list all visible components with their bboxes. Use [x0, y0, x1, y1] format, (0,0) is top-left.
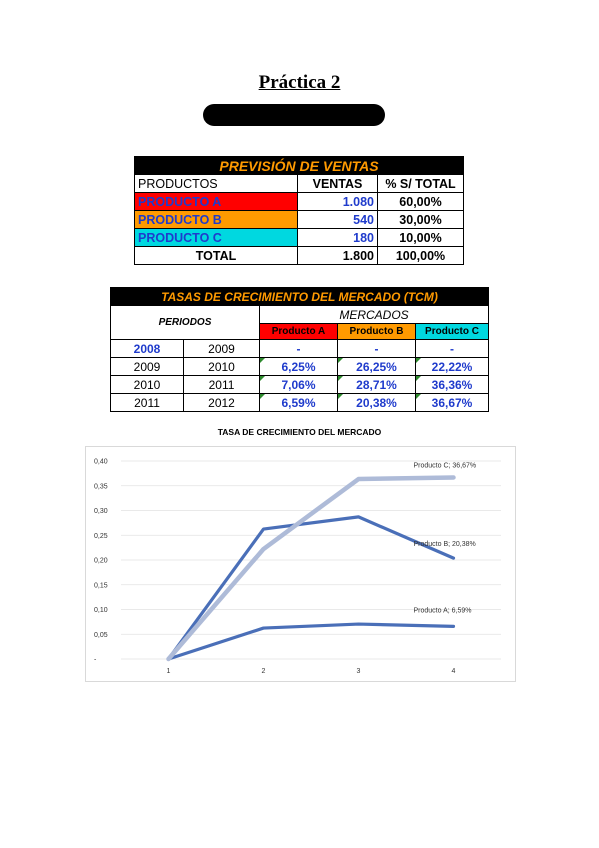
y-tick-label: 0,40: [94, 458, 108, 466]
product-sales: 540: [298, 211, 378, 229]
series-end-label: Producto B; 20,38%: [413, 541, 476, 549]
redacted-name: [203, 104, 385, 126]
markets-label: MERCADOS: [260, 306, 489, 324]
series-end-label: Producto A; 6,59%: [413, 607, 472, 615]
product-pct: 60,00%: [378, 193, 464, 211]
product-name: PRODUCTO C: [135, 229, 298, 247]
y-tick-label: 0,35: [94, 483, 108, 491]
period-to: 2012: [184, 394, 260, 412]
rate-a: 7,06%: [260, 376, 338, 394]
period-from: 2010: [111, 376, 184, 394]
growth-chart: [85, 446, 516, 682]
rate-b: 28,71%: [338, 376, 416, 394]
forecast-row: [135, 211, 464, 229]
y-tick-label: 0,05: [94, 631, 108, 639]
rate-c: -: [416, 340, 489, 358]
product-c-head: Producto C: [416, 324, 489, 340]
period-to: 2010: [184, 358, 260, 376]
rate-b: 26,25%: [338, 358, 416, 376]
growth-header: TASAS DE CRECIMIENTO DEL MERCADO (TCM): [111, 288, 489, 306]
growth-row: [111, 394, 489, 412]
forecast-header: PREVISIÓN DE VENTAS: [135, 157, 464, 175]
y-tick-label: 0,15: [94, 582, 108, 590]
total-label: TOTAL: [135, 247, 298, 265]
period-from: 2008: [111, 340, 184, 358]
series-line: [169, 517, 454, 659]
x-tick-label: 2: [261, 668, 266, 675]
product-name: PRODUCTO B: [135, 211, 298, 229]
x-tick-label: 3: [356, 668, 361, 675]
product-sales: 1.080: [298, 193, 378, 211]
product-name: PRODUCTO A: [135, 193, 298, 211]
product-pct: 30,00%: [378, 211, 464, 229]
page-title: Práctica 2: [258, 72, 341, 93]
series-line: [169, 624, 454, 659]
growth-row: [111, 340, 489, 358]
forecast-row: [135, 193, 464, 211]
period-to: 2011: [184, 376, 260, 394]
rate-c: 36,67%: [416, 394, 489, 412]
rate-a: 6,59%: [260, 394, 338, 412]
product-sales: 180: [298, 229, 378, 247]
total-sales: 1.800: [298, 247, 378, 265]
growth-row: [111, 358, 489, 376]
col-sales: VENTAS: [298, 175, 378, 193]
product-b-head: Producto B: [338, 324, 416, 340]
period-from: 2011: [111, 394, 184, 412]
product-a-head: Producto A: [260, 324, 338, 340]
rate-b: 20,38%: [338, 394, 416, 412]
product-pct: 10,00%: [378, 229, 464, 247]
total-pct: 100,00%: [378, 247, 464, 265]
period-to: 2009: [184, 340, 260, 358]
y-tick-label: -: [94, 656, 97, 664]
chart-svg: [86, 447, 517, 683]
rate-a: 6,25%: [260, 358, 338, 376]
series-end-label: Producto C; 36,67%: [413, 462, 477, 470]
periods-label: PERIODOS: [111, 306, 260, 340]
y-tick-label: 0,10: [94, 607, 108, 614]
series-line: [169, 477, 454, 659]
rate-a: -: [260, 340, 338, 358]
col-pct: % S/ TOTAL: [378, 175, 464, 193]
y-tick-label: 0,20: [94, 557, 108, 565]
period-from: 2009: [111, 358, 184, 376]
rate-b: -: [338, 340, 416, 358]
col-products: PRODUCTOS: [135, 175, 298, 193]
y-tick-label: 0,25: [94, 532, 108, 540]
forecast-row: [135, 229, 464, 247]
chart-title: TASA DE CRECIMIENTO DEL MERCADO: [217, 427, 382, 437]
growth-row: [111, 376, 489, 394]
sales-forecast-table: [134, 156, 464, 265]
x-tick-label: 4: [451, 668, 456, 675]
y-tick-label: 0,30: [94, 508, 108, 515]
rate-c: 22,22%: [416, 358, 489, 376]
rate-c: 36,36%: [416, 376, 489, 394]
market-growth-table: [110, 287, 489, 412]
x-tick-label: 1: [166, 668, 171, 675]
